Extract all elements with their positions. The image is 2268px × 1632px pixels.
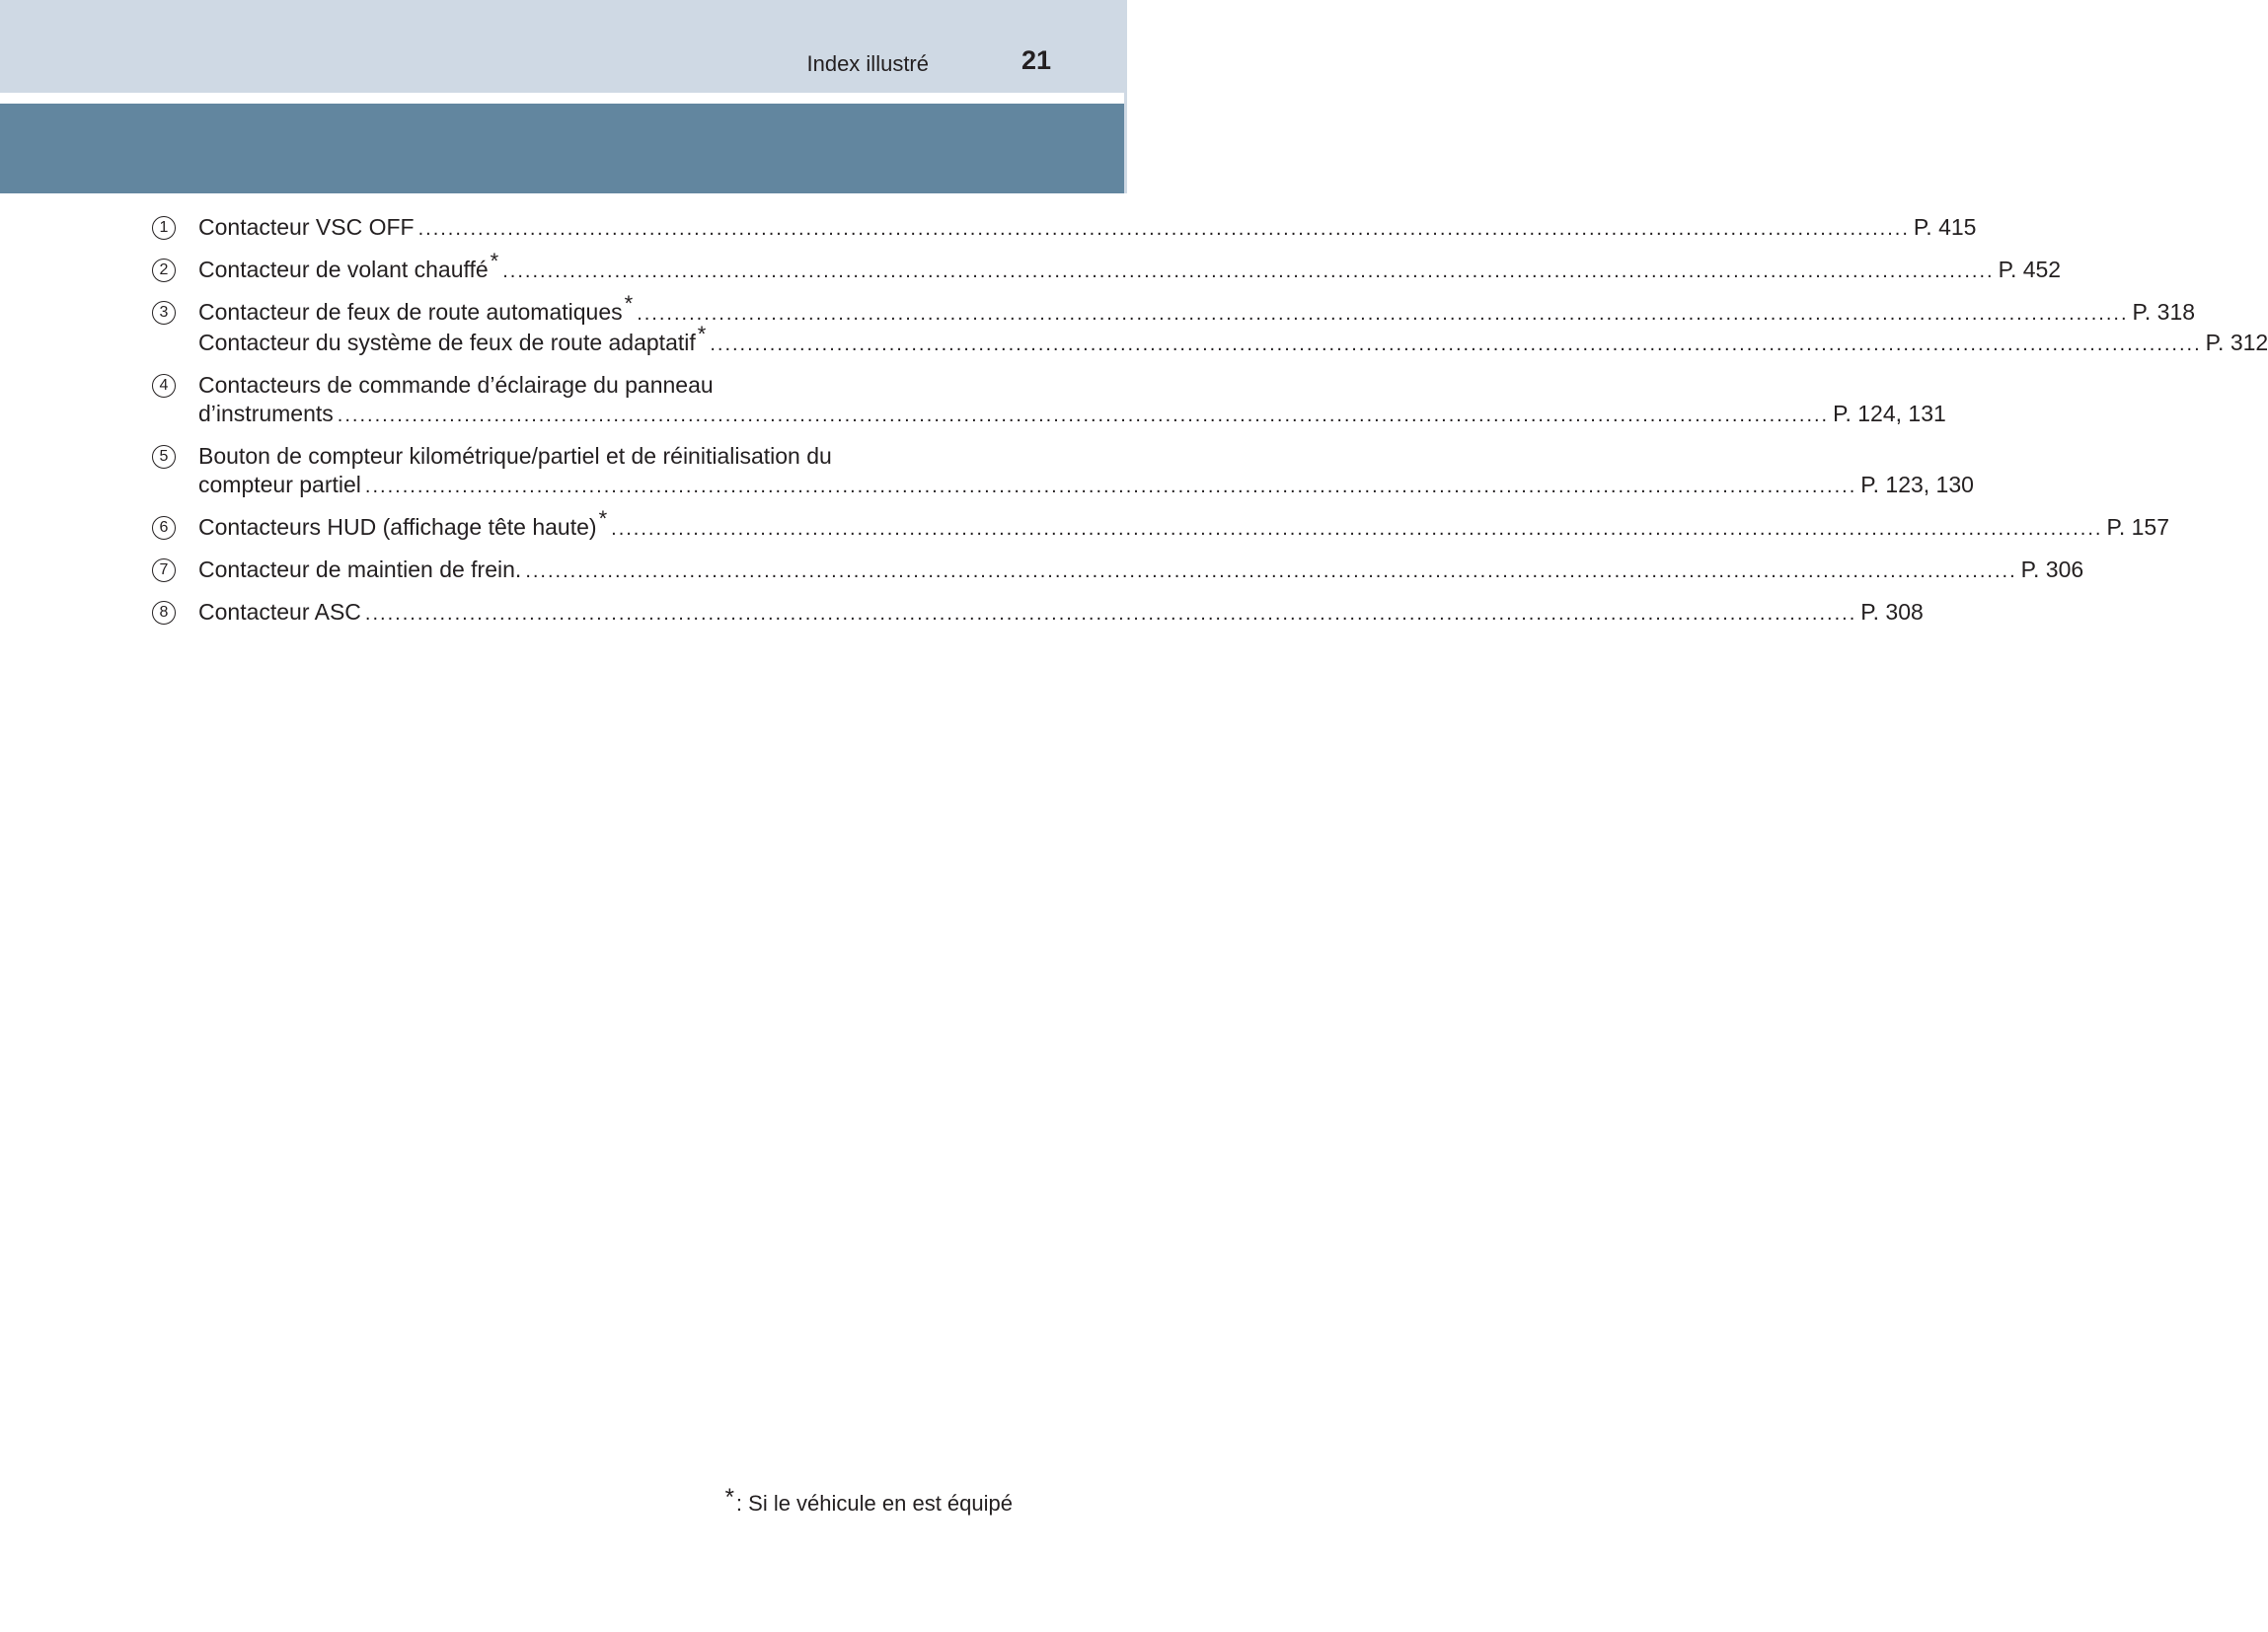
entry-text — [198, 213, 1977, 244]
entry-line — [198, 506, 2169, 544]
entry-line — [198, 249, 2062, 286]
index-entry — [152, 213, 1977, 244]
dot-leader: ........................................................................................................................................................................................................ — [502, 260, 1995, 282]
entry-text — [198, 506, 2169, 544]
dot-leader: ........................................................................................................................................................................................................ — [710, 334, 2202, 355]
entry-line — [198, 400, 1946, 430]
entry-line — [198, 213, 1977, 244]
entry-line — [198, 471, 1974, 501]
page-reference: P. 308 — [1860, 599, 1924, 625]
index-entry — [152, 291, 2268, 359]
entry-number-badge: 4 — [152, 374, 176, 398]
entry-number-badge: 5 — [152, 445, 176, 469]
dot-leader: ........................................................................................................................................................................................................ — [417, 218, 1910, 240]
entry-label — [198, 322, 707, 357]
page-reference: P. 312 — [2205, 330, 2268, 355]
entry-label — [198, 506, 608, 542]
page-reference: P. 415 — [1913, 214, 1977, 240]
entry-label-text: Contacteur de volant chauffé — [198, 257, 489, 282]
entry-label-text: Bouton de compteur kilométrique/partiel et de réinitialisation du — [198, 443, 832, 469]
entry-label-text: Contacteur de maintien de frein. — [198, 556, 522, 582]
entry-label-text: Contacteurs HUD (affichage tête haute) — [198, 514, 597, 540]
entry-label — [198, 442, 832, 471]
footnote-text: : Si le véhicule en est équipé — [735, 1491, 1013, 1516]
entry-label — [198, 598, 361, 627]
entry-line — [198, 442, 967, 471]
index-entry — [152, 442, 1974, 501]
footnote-star: * — [724, 1484, 734, 1511]
entry-number-badge: 2 — [152, 259, 176, 282]
entry-line — [198, 556, 2084, 586]
entry-text — [198, 442, 1974, 501]
dot-leader: ........................................................................................................................................................................................................ — [525, 560, 2017, 582]
header-band — [0, 0, 1127, 93]
entry-text — [198, 371, 1946, 430]
entry-number-badge: 1 — [152, 216, 176, 240]
entry-label — [198, 471, 361, 499]
page-reference: P. 306 — [2020, 556, 2084, 582]
entry-text — [198, 556, 2084, 586]
entry-label — [198, 213, 415, 242]
index-entry — [152, 249, 2062, 286]
index-list — [152, 213, 2268, 640]
entry-label-text: d’instruments — [198, 401, 334, 426]
page-number: 21 — [1021, 45, 1051, 75]
page-reference: P. 318 — [2132, 299, 2196, 325]
entry-line — [198, 291, 2196, 329]
dot-leader: ........................................................................................................................................................................................................ — [337, 405, 1830, 426]
entry-label — [198, 400, 334, 428]
page-edge-rule — [1124, 59, 1127, 193]
entry-label-text: Contacteur du système de feux de route adaptatif — [198, 330, 696, 355]
entry-text — [198, 249, 2062, 286]
dot-leader: ........................................................................................................................................................................................................ — [637, 303, 2129, 325]
section-title: Index illustré — [806, 51, 929, 76]
entry-text — [198, 598, 1924, 629]
equipment-star: * — [697, 322, 707, 346]
index-entry — [152, 598, 1924, 629]
section-banner — [0, 104, 1127, 193]
dot-leader: ........................................................................................................................................................................................................ — [364, 603, 1857, 625]
page-reference: P. 123, 130 — [1860, 472, 1974, 497]
entry-label — [198, 556, 521, 584]
page-reference: P. 157 — [2106, 514, 2169, 540]
index-entry — [152, 506, 2169, 544]
entry-label — [198, 249, 499, 284]
equipment-star: * — [598, 506, 608, 531]
equipment-star: * — [490, 249, 499, 273]
footnote — [725, 1484, 1013, 1517]
dot-leader: ........................................................................................................................................................................................................ — [611, 518, 2103, 540]
entry-line — [198, 322, 2268, 359]
entry-label-text: Contacteur de feux de route automatiques — [198, 299, 623, 325]
dot-leader: ........................................................................................................................................................................................................ — [364, 476, 1857, 497]
entry-line — [198, 371, 967, 400]
page-reference: P. 452 — [1998, 257, 2062, 282]
entry-label — [198, 291, 634, 327]
entry-line — [198, 598, 1924, 629]
entry-label-text: Contacteurs de commande d’éclairage du panneau — [198, 372, 714, 398]
equipment-star: * — [624, 291, 634, 316]
entry-number-badge: 8 — [152, 601, 176, 625]
entry-label-text: Contacteur ASC — [198, 599, 361, 625]
entry-label-text: Contacteur VSC OFF — [198, 214, 415, 240]
entry-number-badge: 3 — [152, 301, 176, 325]
entry-text — [198, 291, 2268, 359]
index-entry — [152, 371, 1946, 430]
entry-label — [198, 371, 714, 400]
page-reference: P. 124, 131 — [1833, 401, 1946, 426]
entry-label-text: compteur partiel — [198, 472, 361, 497]
entry-number-badge: 6 — [152, 516, 176, 540]
entry-number-badge: 7 — [152, 558, 176, 582]
index-entry — [152, 556, 2084, 586]
